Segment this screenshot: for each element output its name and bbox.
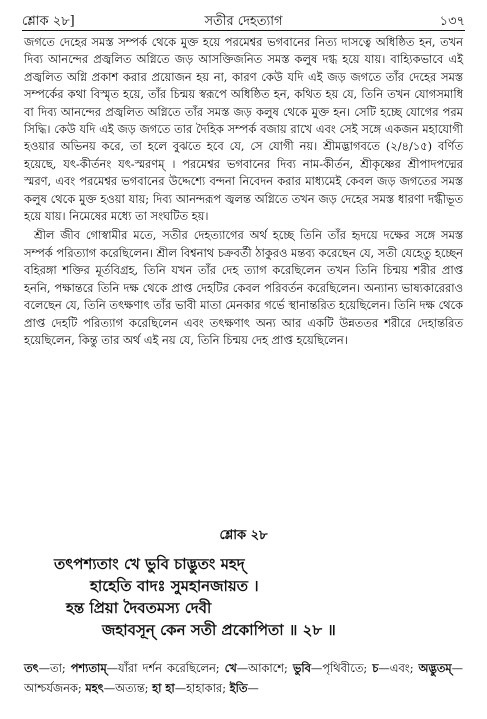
page-number: ১৩৭ <box>439 14 465 29</box>
purport-text <box>24 34 463 349</box>
synonym-entry: ইতি— <box>229 681 259 695</box>
synonym-entry: তৎ—তা; <box>24 661 66 675</box>
header-verse-ref: শ্লোক ২৮] <box>22 14 75 29</box>
page-header <box>22 8 465 28</box>
header-divider <box>22 30 465 31</box>
synonym-entry: অদ্ভুতম্—আশ্চর্যজনক; <box>24 661 464 695</box>
purport-paragraph: শ্রীল জীব গোস্বামীর মতে, সতীর দেহত্যাগের অর্থ হচ্ছে তিনি তাঁর হৃদয়ে দক্ষের সঙ্গে সমস্ত সম্পর্ক পরিত্যাগ করেছিলেন। শ্রীল বিশ্বনাথ চক্রবর্তী ঠাকুরও মন্তব্য করেছেন যে, সতী যেহেতু হচ্ছেন বহিরঙ্গা শক্তির মূর্তবিগ্রহ, তিনি যখন তাঁর দেহ ত্যাগ করেছিলেন তখন তিনি চিন্ময় শরীর প্রাপ্ত হননি, পক্ষান্তরে তিনি দক্ষ থেকে প্রাপ্ত দেহটির কেবল পরিবর্তন করেছিলেন। অন্যান্য ভাষ্যকারেরাও বলেছেন যে, তিনি তৎক্ষণাৎ তাঁর ভাবী মাতা মেনকার গর্ভে স্থানান্তরিত হয়েছিলেন। তিনি দক্ষ থেকে প্রাপ্ত দেহটি পরিত্যাগ করেছিলেন এবং তৎক্ষণাৎ অন্য আর একটি উন্নততর শরীরে দেহান্তরিত হয়েছিলেন, কিন্তু তার অর্থ এই নয় যে, তিনি চিন্ময় দেহ প্রাপ্ত হয়েছিলেন। <box>24 228 463 347</box>
verse-line: হাহেতি বাদঃ সুমহানজায়ত । <box>90 577 259 595</box>
synonym-entry: খে—আকাশে; <box>224 661 288 675</box>
synonym-entry: পশ্যতাম্—যাঁরা দর্শন করেছিলেন; <box>70 661 220 675</box>
synonym-entry: মহৎ—অত্যন্ত; <box>85 681 149 695</box>
verse-line: হন্ত প্রিয়া দৈবতমস্য দেবী <box>66 599 212 617</box>
synonym-entry: হা হা—হাহাকার; <box>152 681 227 695</box>
verse-line: জহাবসূন্ কেন সতী প্রকোপিতা ॥ ২৮ ॥ <box>102 621 336 639</box>
verse-block <box>24 526 463 641</box>
verse-number: শ্লোক ২৮ <box>219 528 268 543</box>
word-for-word-synonyms <box>24 658 463 698</box>
synonym-entry: চ—এবং; <box>372 661 414 675</box>
synonym-entry: ভুবি—পৃথিবীতে; <box>292 661 368 675</box>
header-chapter-title: সতীর দেহত্যাগ <box>204 14 283 29</box>
verse-line: তৎপশ্যতাং খে ভুবি চাদ্ভুতং মহদ্ <box>54 555 245 573</box>
purport-paragraph: জগতে দেহের সমস্ত সম্পর্ক থেকে মুক্ত হয়ে পরমেশ্বর ভগবানের নিত্য দাসত্বে অধিষ্ঠিত হন, তখন দিব্য আনন্দের প্রজ্বলিত অগ্নিতে জড় আসক্তিজনিত সমস্ত কলুষ দগ্ধ হয়ে যায়। বাহ্যিকভাবে এই প্রজ্বলিত অগ্নি প্রকাশ করার প্রয়োজন হয় না, কারণ কেউ যদি এই জড় জগতে তাঁর দেহের সমস্ত সম্পর্কের কথা বিস্মৃত হয়ে, তাঁর চিন্ময় স্বরূপে অধিষ্ঠিত হন, কথিত হয় যে, তিনি তখন যোগসমাধি বা দিব্য আনন্দের প্রজ্বলিত অগ্নিতে তাঁর সমস্ত জড় কলুষ থেকে মুক্ত হন। সেটি হচ্ছে যোগের পরম সিদ্ধি। কেউ যদি এই জড় জগতে তার দৈহিক সম্পর্ক বজায় রাখে এবং সেই সঙ্গে একজন মহাযোগী হওয়ার অভিনয় করে, তা হলে বুঝতে হবে যে, সে যোগী নয়। শ্রীমদ্ভাগবতে (২/৪/১৫) বর্ণিত হয়েছে, যৎ-কীর্তনং যৎ-স্মরণম্ । পরমেশ্বর ভগবানের দিব্য নাম-কীর্তন, শ্রীকৃষ্ণের শ্রীপাদপদ্মের স্মরণ, এবং পরমেশ্বর ভগবানের উদ্দেশ্যে বন্দনা নিবেদন করার মাধ্যমেই কেবল জড় জগতের সমস্ত কলুষ থেকে মুক্ত হওয়া যায়; দিব্য আনন্দরূপ জ্বলন্ত অগ্নিতে তখন জড় দেহের সমস্ত ধারণা দগ্ধীভূত হয়ে যায়। নিমেষের মধ্যে তা সংঘটিত হয়। <box>24 35 463 224</box>
